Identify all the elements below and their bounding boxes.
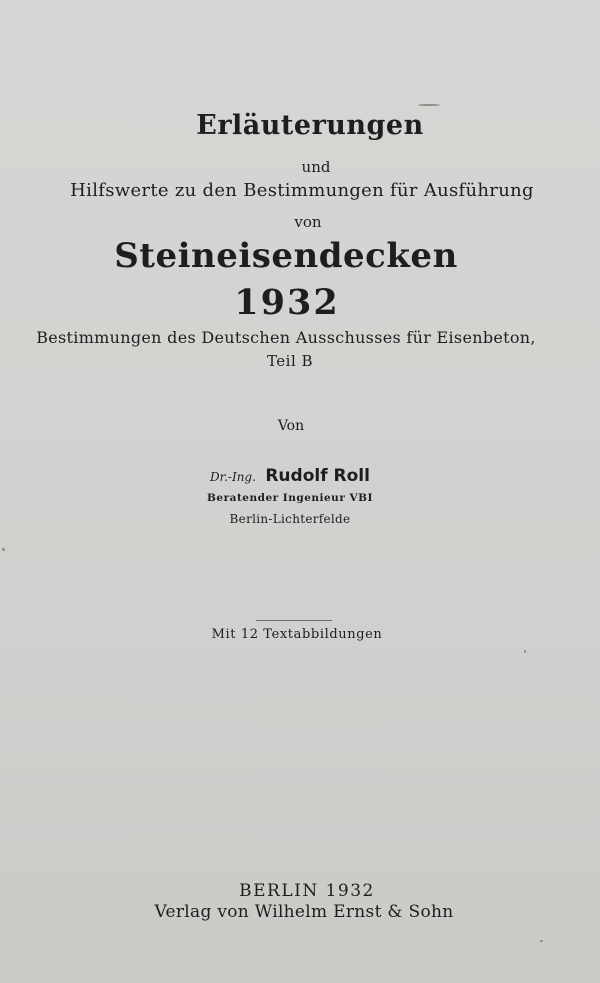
main-subject: Steineisendecken bbox=[114, 236, 458, 276]
series-part: Teil B bbox=[266, 352, 314, 370]
author-location: Berlin-Lichterfelde bbox=[229, 512, 351, 526]
paper-speck bbox=[2, 548, 5, 551]
author-line bbox=[0, 466, 590, 486]
paper-speck bbox=[540, 940, 543, 942]
author-title: Dr.-Ing. bbox=[210, 470, 256, 484]
author-name: Rudolf Roll bbox=[265, 466, 370, 486]
connector-und: und bbox=[301, 158, 331, 176]
connector-von: von bbox=[294, 213, 322, 231]
subtitle: Hilfswerte zu den Bestimmungen für Ausführung bbox=[70, 180, 534, 201]
author-role: Beratender Ingenieur VBI bbox=[207, 492, 373, 504]
divider-rule bbox=[256, 620, 332, 621]
paper-speck bbox=[524, 650, 526, 653]
year: 1932 bbox=[234, 282, 340, 323]
paper-speck bbox=[418, 104, 440, 106]
series-line: Bestimmungen des Deutschen Ausschusses für Eisenbeton, bbox=[36, 328, 536, 347]
illustrations-note: Mit 12 Textabbildungen bbox=[211, 627, 383, 642]
main-title: Erläuterungen bbox=[196, 110, 424, 141]
publisher: Verlag von Wilhelm Ernst & Sohn bbox=[154, 902, 454, 922]
publication-place-year: BERLIN 1932 bbox=[239, 881, 375, 901]
by-label: Von bbox=[277, 418, 305, 434]
